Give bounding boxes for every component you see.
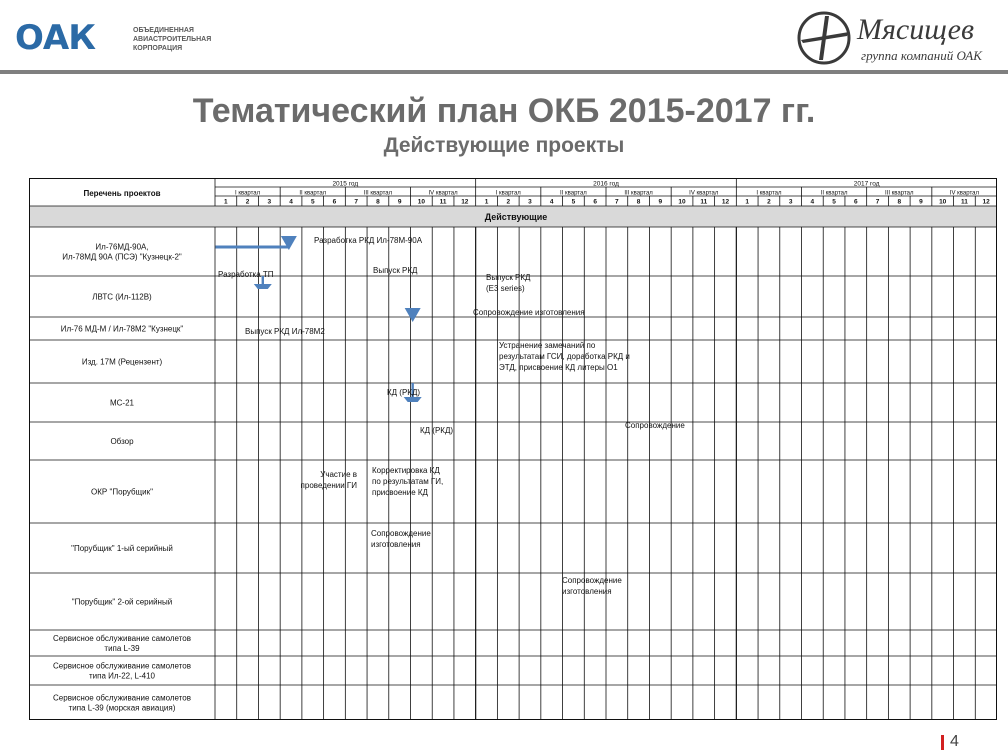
month-label: 12 [982,198,990,206]
note-support-serial2: Сопровождение изготовления [562,576,622,596]
month-label: 6 [332,198,337,206]
page-subtitle: Действующие проекты [383,134,625,157]
month-label: 5 [832,198,836,206]
project-label: "Порубщик" 2-ой серийный [71,597,173,607]
oak-logo-subtitle: ОБЪЕДИНЕННАЯ АВИАСТРОИТЕЛЬНАЯ КОРПОРАЦИЯ [133,27,212,52]
note-kd-correction: Корректировка КД по результатам ГИ, присвоение КД [372,466,444,497]
note-support-serial1: Сопровождение изготовления [371,529,431,549]
note-rkd-e3: Выпуск РКД (E3 series) [486,273,531,293]
progress-bar-ra [216,246,289,249]
note-manufacturing-support: Сопровождение изготовления [473,308,585,317]
project-label: Изд. 17М (Рецензент) [81,357,163,367]
quarter-label: IV квартал [689,190,719,197]
month-label: 12 [461,198,469,206]
project-label: Ил-76 МД-М / Ил-78М2 "Кузнецк" [60,324,184,334]
quarter-label: III квартал [885,190,914,197]
month-label: 7 [875,198,880,206]
note-ra-78m90a: Разработка РКД Ил-78М-90А [314,236,423,245]
year-label: 2016 год [593,180,619,188]
note-tp-development: Разработка ТП [218,270,274,279]
month-label: 3 [788,198,793,206]
month-label: 9 [919,198,923,206]
project-label: ОКР "Порубщик" [91,487,153,497]
oak-logo-text: ОАК [15,18,96,58]
note-gsi-remarks: Устранение замечаний по результатам ГСИ, доработка РКД и ЭТД, присвоение КД литеры О1 [499,341,630,372]
month-label: 6 [853,198,858,206]
quarter-label: I квартал [495,190,521,197]
quarter-label: I квартал [235,190,261,197]
month-label: 10 [678,198,686,206]
quarter-label: III квартал [363,190,393,197]
quarter-label: IV квартал [428,190,458,197]
quarter-label: IV квартал [949,190,979,197]
quarter-label: III квартал [624,190,653,197]
month-label: 1 [224,198,228,206]
quarter-label: II квартал [820,190,848,197]
quarter-label: II квартал [299,190,327,197]
month-label: 2 [767,198,771,206]
project-label: типа L-39 [104,644,140,653]
project-label: МС-21 [109,398,135,408]
page-marker [941,735,944,750]
projects-header: Перечень проектов [83,189,161,198]
project-label: "Порубщик" 1-ый серийный [71,544,173,553]
myasishchev-logo-name: Мясищев [857,13,974,46]
month-label: 3 [528,198,532,206]
month-label: 5 [310,198,315,206]
page-title: Тематический план ОКБ 2015-2017 гг. [192,92,816,130]
year-label: 2015 год [332,180,359,188]
month-label: 11 [960,198,968,206]
project-label: Сервисное обслуживание самолетов [53,661,191,671]
milestone-triangle-icon [405,308,421,322]
month-label: 4 [810,198,815,206]
month-label: 9 [397,198,402,206]
month-label: 10 [939,198,947,206]
project-label: Обзор [110,437,134,446]
project-label: Сервисное обслуживание самолетов [53,634,191,643]
project-label: типа Ил-22, L-410 [88,671,156,681]
note-rkd-78m2: Выпуск РКД Ил-78М2 [245,327,325,336]
page-number: 4 [950,733,959,750]
month-label: 3 [267,198,272,206]
month-label: 1 [745,198,750,206]
month-label: 10 [417,198,425,206]
month-label: 4 [549,198,554,206]
note-rkd-release: Выпуск РКД [373,266,418,275]
month-label: 9 [658,198,663,206]
header-divider [0,70,1008,74]
project-label: Ил-76МД-90А, [95,242,149,252]
quarter-label: I квартал [756,190,782,197]
month-label: 2 [506,198,511,206]
month-label: 11 [700,198,708,206]
note-support: Сопровождение [625,421,685,430]
myasishchev-emblem-icon [795,10,853,66]
oak-logo [15,18,212,58]
note-kd-obzor: КД (РКД) [420,426,454,435]
milestone-flag-icon [254,284,272,289]
month-label: 5 [571,198,576,206]
note-gi-participation: Участие в проведении ГИ [300,470,357,490]
quarter-label: II квартал [560,190,587,197]
month-label: 11 [439,198,447,206]
month-label: 7 [615,198,619,206]
project-label: Ил-78МД 90А (ПСЭ) "Кузнецк-2" [62,252,182,262]
section-label: Действующие [484,212,548,222]
year-label: 2017 год [853,180,880,188]
month-label: 6 [593,198,597,206]
project-label: типа L-39 (морская авиация) [68,703,176,713]
myasishchev-logo-tagline: группа компаний ОАК [861,48,982,63]
month-label: 8 [897,198,902,206]
month-label: 7 [354,198,359,206]
month-label: 1 [484,198,489,206]
month-label: 4 [289,198,293,206]
month-label: 2 [245,198,250,206]
month-label: 12 [721,198,730,206]
note-kd-ms21: КД (РКД) [387,388,421,397]
project-label: ЛВТС (Ил-112В) [92,292,152,302]
month-label: 8 [636,198,641,206]
project-label: Сервисное обслуживание самолетов [53,693,191,703]
month-label: 8 [376,198,380,206]
gantt-table [29,178,997,720]
myasishchev-logo [795,8,1000,68]
